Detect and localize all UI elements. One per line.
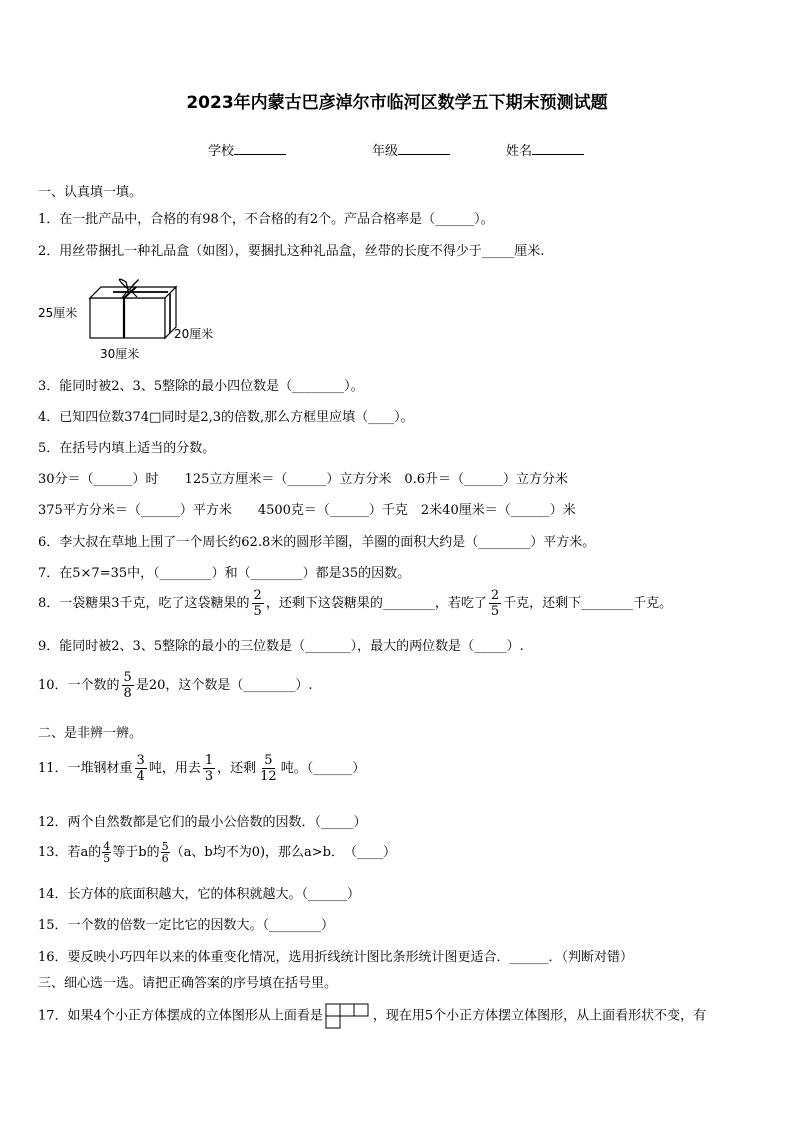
- fraction-2-5: [489, 588, 501, 619]
- question-4: 4．已知四位数374□同时是2,3的倍数,那么方框里应填（____）。: [38, 410, 414, 425]
- question-16: 16．要反映小巧四年以来的体重变化情况，选用折线统计图比条形统计图更适合．______．（判断对错）: [38, 950, 634, 965]
- gift-box-diagram: [38, 278, 228, 364]
- fraction-5-6: [161, 841, 170, 864]
- frac-den: 4: [136, 769, 145, 784]
- question-15: 15．一个数的倍数一定比它的因数大。（________）: [38, 918, 335, 933]
- question-11-text-b: 吨，用去: [148, 761, 201, 776]
- question-7: 7．在5×7=35中，（________）和（________）都是35的因数。: [38, 566, 411, 581]
- box-length-label: 30厘米: [100, 347, 140, 361]
- question-17-text-b: ，现在用5个小正方体摆立体图形，从上面看形状不变，有: [372, 1008, 707, 1024]
- question-5-row-1: 30分＝（______）时 125立方厘米＝（______）立方分米 0.6升＝（______）立方分米: [38, 472, 569, 487]
- question-13-text-c: （a、b均不为0)，那么a>b． （____）: [170, 845, 397, 860]
- school-field: [208, 140, 286, 159]
- frac-den: 5: [103, 852, 111, 865]
- question-13-text-a: 13．若a的: [38, 845, 102, 860]
- question-13: [38, 841, 396, 864]
- frac-den: 12: [260, 769, 277, 784]
- frac-num: 1: [204, 753, 214, 768]
- question-8-text-c: 千克，还剩下________千克。: [503, 596, 673, 611]
- grade-label: 年级: [372, 144, 399, 159]
- question-13-text-b: 等于b的: [112, 845, 160, 860]
- top-view-grid-icon: [325, 1003, 371, 1029]
- question-3: 3．能同时被2、3、5整除的最小四位数是（________）。: [38, 379, 364, 394]
- question-11-text-d: 吨。（______）: [280, 761, 366, 776]
- question-2: 2．用丝带捆扎一种礼品盒（如图），要捆扎这种礼品盒，丝带的长度不得少于_____厘米.: [38, 244, 545, 259]
- question-11-text-c: ，还剩: [217, 761, 257, 776]
- frac-num: 5: [264, 753, 273, 768]
- question-6: 6．李大叔在草地上围了一个周长约62.8米的圆形羊圈，羊圈的面积大约是（________）平方米。: [38, 535, 596, 550]
- frac-den: 6: [161, 852, 169, 865]
- question-12: 12．两个自然数都是它们的最小公倍数的因数．（_____）: [38, 815, 367, 830]
- box-height-label: 25厘米: [38, 306, 78, 320]
- question-8-text-b: ，还剩下这袋糖果的________，若吃了: [265, 596, 487, 611]
- grade-field: [372, 140, 450, 159]
- frac-den: 5: [253, 604, 262, 619]
- section-heading-2: 二、是非辨一辨。: [38, 726, 143, 741]
- question-17-text-a: 17．如果4个小正方体摆成的立体图形从上面看是: [38, 1008, 323, 1024]
- school-blank: [234, 142, 286, 155]
- fraction-1-3: [203, 753, 215, 784]
- question-8-text-a: 8．一袋糖果3千克，吃了这袋糖果的: [38, 596, 250, 611]
- fraction-3-4: [135, 753, 147, 784]
- school-label: 学校: [208, 144, 235, 159]
- name-label: 姓名: [506, 144, 533, 159]
- page-title: 2023年内蒙古巴彦淖尔市临河区数学五下期末预测试题: [186, 93, 608, 113]
- section-heading-3: 三、细心选一选。请把正确答案的序号填在括号里。: [38, 976, 338, 991]
- question-5: 5．在括号内填上适当的分数。: [38, 441, 216, 456]
- question-10: [38, 670, 313, 701]
- frac-num: 5: [161, 840, 169, 853]
- grade-blank: [398, 142, 450, 155]
- section-heading-1: 一、认真填一填。: [38, 185, 143, 200]
- question-11: [38, 753, 365, 784]
- question-10-text-a: 10．一个数的: [38, 678, 120, 693]
- frac-den: 8: [123, 686, 132, 701]
- frac-num: 4: [103, 840, 111, 853]
- question-11-text-a: 11．一堆钢材重: [38, 761, 133, 776]
- frac-num: 3: [136, 753, 145, 768]
- name-blank: [532, 142, 584, 155]
- name-field: [506, 140, 584, 159]
- question-9: 9．能同时被2、3、5整除的最小的三位数是（_______），最大的两位数是（_____）.: [38, 639, 524, 654]
- fraction-2-5: [252, 588, 264, 619]
- box-depth-label: 20厘米: [174, 327, 214, 341]
- frac-den: 3: [204, 769, 214, 784]
- frac-num: 2: [490, 588, 500, 603]
- question-10-text-b: 是20，这个数是（________）.: [135, 678, 313, 693]
- fraction-5-8: [122, 670, 134, 701]
- question-14: 14．长方体的底面积越大，它的体积就越大。（______）: [38, 887, 361, 902]
- frac-num: 2: [253, 588, 262, 603]
- fraction-5-12: [258, 753, 279, 784]
- question-5-row-2: 375平方分米＝（______）平方米 4500克＝（______）千克 2米40厘米＝（______）米: [38, 503, 576, 518]
- question-1: 1．在一批产品中，合格的有98个，不合格的有2个。产品合格率是（______）。: [38, 212, 494, 227]
- frac-num: 5: [123, 670, 132, 685]
- frac-den: 5: [490, 604, 500, 619]
- question-17: [38, 1003, 706, 1029]
- fraction-4-5: [102, 841, 111, 864]
- question-8: [38, 588, 672, 619]
